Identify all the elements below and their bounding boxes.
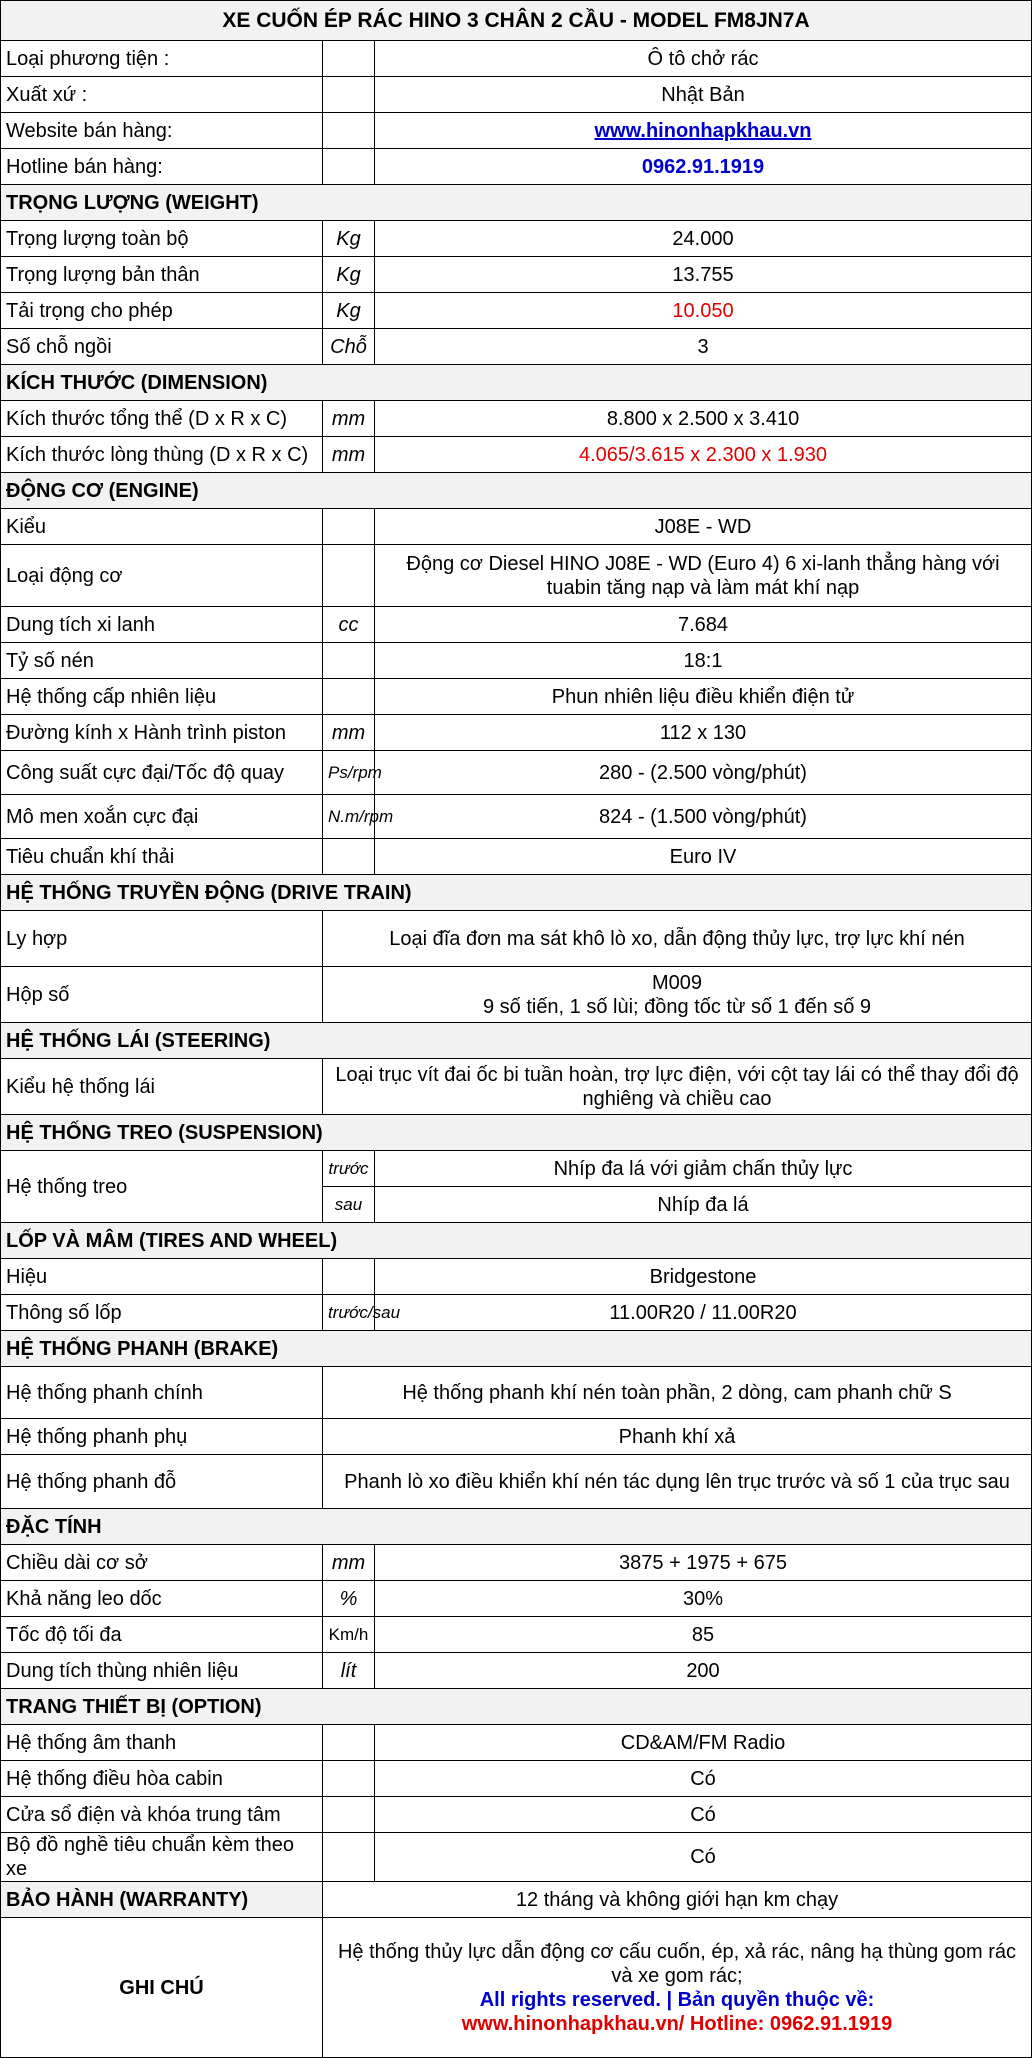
row-value: Loại trục vít đai ốc bi tuần hoàn, trợ lực điện, với cột tay lái có thể thay đổi độ nghiêng và chiều cao — [323, 1059, 1032, 1115]
row-label: Hộp số — [1, 967, 323, 1023]
row-unit: mm — [323, 401, 375, 437]
row-label: Kiểu hệ thống lái — [1, 1059, 323, 1115]
row-label: Dung tích thùng nhiên liệu — [1, 1653, 323, 1689]
table-row — [1, 967, 1032, 1023]
row-value: 24.000 — [375, 221, 1032, 257]
row-unit: mm — [323, 715, 375, 751]
table-row — [1, 1761, 1032, 1797]
row-unit — [323, 113, 375, 149]
row-value: J08E - WD — [375, 509, 1032, 545]
table-row — [1, 293, 1032, 329]
section-header: TRỌNG LƯỢNG (WEIGHT) — [1, 185, 1032, 221]
row-unit: trước — [323, 1151, 375, 1187]
row-unit — [323, 679, 375, 715]
row-unit: Kg — [323, 293, 375, 329]
row-value: 7.684 — [375, 607, 1032, 643]
table-row — [1, 679, 1032, 715]
row-value: Nhíp đa lá với giảm chấn thủy lực — [375, 1151, 1032, 1187]
row-value: 8.800 x 2.500 x 3.410 — [375, 401, 1032, 437]
table-row — [1, 911, 1032, 967]
row-label: Loại phương tiện : — [1, 41, 323, 77]
section-header: HỆ THỐNG LÁI (STEERING) — [1, 1023, 1032, 1059]
row-unit: mm — [323, 437, 375, 473]
table-row — [1, 751, 1032, 795]
page-title: XE CUỐN ÉP RÁC HINO 3 CHÂN 2 CẦU - MODEL FM8JN7A — [1, 1, 1032, 41]
section-header-row — [1, 1509, 1032, 1545]
warranty-row — [1, 1882, 1032, 1918]
row-label: Hiệu — [1, 1259, 323, 1295]
row-label: Hệ thống phanh đỗ — [1, 1455, 323, 1509]
row-value: Phanh lò xo điều khiển khí nén tác dụng lên trục trước và số 1 của trục sau — [323, 1455, 1032, 1509]
row-unit — [323, 1259, 375, 1295]
row-label: Tốc độ tối đa — [1, 1617, 323, 1653]
table-row — [1, 1725, 1032, 1761]
row-value: 85 — [375, 1617, 1032, 1653]
row-value — [323, 967, 1032, 1023]
row-unit — [323, 1761, 375, 1797]
row-unit — [323, 509, 375, 545]
row-value: Nhíp đa lá — [375, 1187, 1032, 1223]
table-row — [1, 77, 1032, 113]
row-value: 4.065/3.615 x 2.300 x 1.930 — [375, 437, 1032, 473]
row-value: 824 - (1.500 vòng/phút) — [375, 795, 1032, 839]
row-unit — [323, 77, 375, 113]
section-header-row — [1, 1689, 1032, 1725]
row-unit: lít — [323, 1653, 375, 1689]
section-header-row — [1, 1115, 1032, 1151]
row-value: 11.00R20 / 11.00R20 — [375, 1295, 1032, 1331]
section-header-row — [1, 1223, 1032, 1259]
row-label: Công suất cực đại/Tốc độ quay — [1, 751, 323, 795]
row-value: Euro IV — [375, 839, 1032, 875]
row-unit — [323, 839, 375, 875]
row-unit: Kg — [323, 221, 375, 257]
row-value: Bridgestone — [375, 1259, 1032, 1295]
row-value: 280 - (2.500 vòng/phút) — [375, 751, 1032, 795]
row-label: Khả năng leo dốc — [1, 1581, 323, 1617]
section-header: BẢO HÀNH (WARRANTY) — [1, 1882, 323, 1918]
row-label: Thông số lốp — [1, 1295, 323, 1331]
table-row — [1, 329, 1032, 365]
row-value: Có — [375, 1797, 1032, 1833]
row-unit — [323, 643, 375, 679]
table-row — [1, 1797, 1032, 1833]
row-unit: mm — [323, 1545, 375, 1581]
table-row — [1, 839, 1032, 875]
table-row — [1, 1545, 1032, 1581]
table-row — [1, 149, 1032, 185]
row-value: Động cơ Diesel HINO J08E - WD (Euro 4) 6 xi-lanh thẳng hàng với tuabin tăng nạp và làm mát khí nạp — [375, 545, 1032, 607]
row-unit: cc — [323, 607, 375, 643]
table-row — [1, 1833, 1032, 1882]
section-header-row — [1, 473, 1032, 509]
table-row — [1, 113, 1032, 149]
table-row — [1, 545, 1032, 607]
row-label: Trọng lượng bản thân — [1, 257, 323, 293]
section-header-row — [1, 875, 1032, 911]
section-header: LỐP VÀ MÂM (TIRES AND WHEEL) — [1, 1223, 1032, 1259]
row-label: Chiều dài cơ sở — [1, 1545, 323, 1581]
row-label: Hệ thống cấp nhiên liệu — [1, 679, 323, 715]
row-unit — [323, 1797, 375, 1833]
row-unit: Kg — [323, 257, 375, 293]
table-row — [1, 1059, 1032, 1115]
row-label: Tải trọng cho phép — [1, 293, 323, 329]
section-header-row — [1, 1023, 1032, 1059]
row-label: Bộ đồ nghề tiêu chuẩn kèm theo xe — [1, 1833, 323, 1882]
row-label: Hệ thống phanh phụ — [1, 1419, 323, 1455]
table-row — [1, 1653, 1032, 1689]
row-value: 30% — [375, 1581, 1032, 1617]
row-unit: Km/h — [323, 1617, 375, 1653]
row-label: Tỷ số nén — [1, 643, 323, 679]
note-label: GHI CHÚ — [1, 1918, 323, 2058]
table-row — [1, 1581, 1032, 1617]
contact-text: www.hinonhapkhau.vn/ Hotline: 0962.91.1919 — [461, 2012, 893, 2035]
row-value: 112 x 130 — [375, 715, 1032, 751]
row-unit — [323, 1725, 375, 1761]
table-row — [1, 607, 1032, 643]
title-row — [1, 1, 1032, 41]
row-value — [375, 113, 1032, 149]
table-row — [1, 643, 1032, 679]
row-label: Website bán hàng: — [1, 113, 323, 149]
section-header: HỆ THỐNG TRUYỀN ĐỘNG (DRIVE TRAIN) — [1, 875, 1032, 911]
row-unit: sau — [323, 1187, 375, 1223]
table-row — [1, 509, 1032, 545]
hotline-number: 0962.91.1919 — [641, 155, 765, 178]
table-row — [1, 41, 1032, 77]
row-value: 200 — [375, 1653, 1032, 1689]
row-value: 18:1 — [375, 643, 1032, 679]
row-label: Trọng lượng toàn bộ — [1, 221, 323, 257]
note-content — [323, 1918, 1032, 2058]
row-unit: Chỗ — [323, 329, 375, 365]
row-value: Phanh khí xả — [323, 1419, 1032, 1455]
section-header: KÍCH THƯỚC (DIMENSION) — [1, 365, 1032, 401]
row-value: Ô tô chở rác — [375, 41, 1032, 77]
row-label: Cửa sổ điện và khóa trung tâm — [1, 1797, 323, 1833]
section-header: HỆ THỐNG PHANH (BRAKE) — [1, 1331, 1032, 1367]
row-unit — [323, 545, 375, 607]
row-value: 12 tháng và không giới hạn km chạy — [323, 1882, 1032, 1918]
table-row — [1, 1295, 1032, 1331]
gearbox-detail: 9 số tiến, 1 số lùi; đồng tốc từ số 1 đến số 9 — [482, 995, 872, 1018]
table-row — [1, 795, 1032, 839]
row-label: Mô men xoắn cực đại — [1, 795, 323, 839]
note-row — [1, 1918, 1032, 2058]
row-label: Kích thước tổng thể (D x R x C) — [1, 401, 323, 437]
note-text: Hệ thống thủy lực dẫn động cơ cấu cuốn, ép, xả rác, nâng hạ thùng gom rác và xe gom rác; — [337, 1940, 1017, 1987]
row-unit: Ps/rpm — [323, 751, 375, 795]
row-value: 13.755 — [375, 257, 1032, 293]
table-row — [1, 437, 1032, 473]
copyright-text: All rights reserved. | Bản quyền thuộc về: — [479, 1988, 875, 2011]
table-row — [1, 1367, 1032, 1419]
table-row — [1, 401, 1032, 437]
row-unit: % — [323, 1581, 375, 1617]
row-value: 3 — [375, 329, 1032, 365]
row-label: Hệ thống phanh chính — [1, 1367, 323, 1419]
row-label: Số chỗ ngồi — [1, 329, 323, 365]
section-header: HỆ THỐNG TREO (SUSPENSION) — [1, 1115, 1032, 1151]
row-label: Hệ thống điều hòa cabin — [1, 1761, 323, 1797]
row-unit — [323, 41, 375, 77]
row-label: Tiêu chuẩn khí thải — [1, 839, 323, 875]
table-row — [1, 257, 1032, 293]
row-value: Phun nhiên liệu điều khiển điện tử — [375, 679, 1032, 715]
row-label: Kiểu — [1, 509, 323, 545]
row-label: Ly hợp — [1, 911, 323, 967]
section-header: ĐẶC TÍNH — [1, 1509, 1032, 1545]
table-row — [1, 1617, 1032, 1653]
table-row — [1, 1151, 1032, 1187]
row-unit: N.m/rpm — [323, 795, 375, 839]
row-value: 10.050 — [375, 293, 1032, 329]
row-value: Có — [375, 1833, 1032, 1882]
row-value — [375, 149, 1032, 185]
table-row — [1, 1455, 1032, 1509]
table-row — [1, 715, 1032, 751]
row-label: Loại động cơ — [1, 545, 323, 607]
row-label: Xuất xứ : — [1, 77, 323, 113]
row-value: 3875 + 1975 + 675 — [375, 1545, 1032, 1581]
row-label: Hệ thống âm thanh — [1, 1725, 323, 1761]
table-row — [1, 1259, 1032, 1295]
row-value: Loại đĩa đơn ma sát khô lò xo, dẫn động thủy lực, trợ lực khí nén — [323, 911, 1032, 967]
row-unit — [323, 1833, 375, 1882]
section-header-row — [1, 185, 1032, 221]
row-value: Có — [375, 1761, 1032, 1797]
row-label: Kích thước lòng thùng (D x R x C) — [1, 437, 323, 473]
section-header-row — [1, 365, 1032, 401]
table-row — [1, 1419, 1032, 1455]
row-unit — [323, 149, 375, 185]
row-label: Hotline bán hàng: — [1, 149, 323, 185]
row-label: Dung tích xi lanh — [1, 607, 323, 643]
table-row — [1, 221, 1032, 257]
section-header: TRANG THIẾT BỊ (OPTION) — [1, 1689, 1032, 1725]
row-value: CD&AM/FM Radio — [375, 1725, 1032, 1761]
row-label: Hệ thống treo — [1, 1151, 323, 1223]
row-value: Nhật Bản — [375, 77, 1032, 113]
row-label: Đường kính x Hành trình piston — [1, 715, 323, 751]
row-unit: trước/sau — [323, 1295, 375, 1331]
website-link[interactable]: www.hinonhapkhau.vn — [594, 119, 812, 142]
row-value: Hệ thống phanh khí nén toàn phần, 2 dòng, cam phanh chữ S — [323, 1367, 1032, 1419]
section-header: ĐỘNG CƠ (ENGINE) — [1, 473, 1032, 509]
gearbox-model: M009 — [651, 971, 703, 994]
section-header-row — [1, 1331, 1032, 1367]
